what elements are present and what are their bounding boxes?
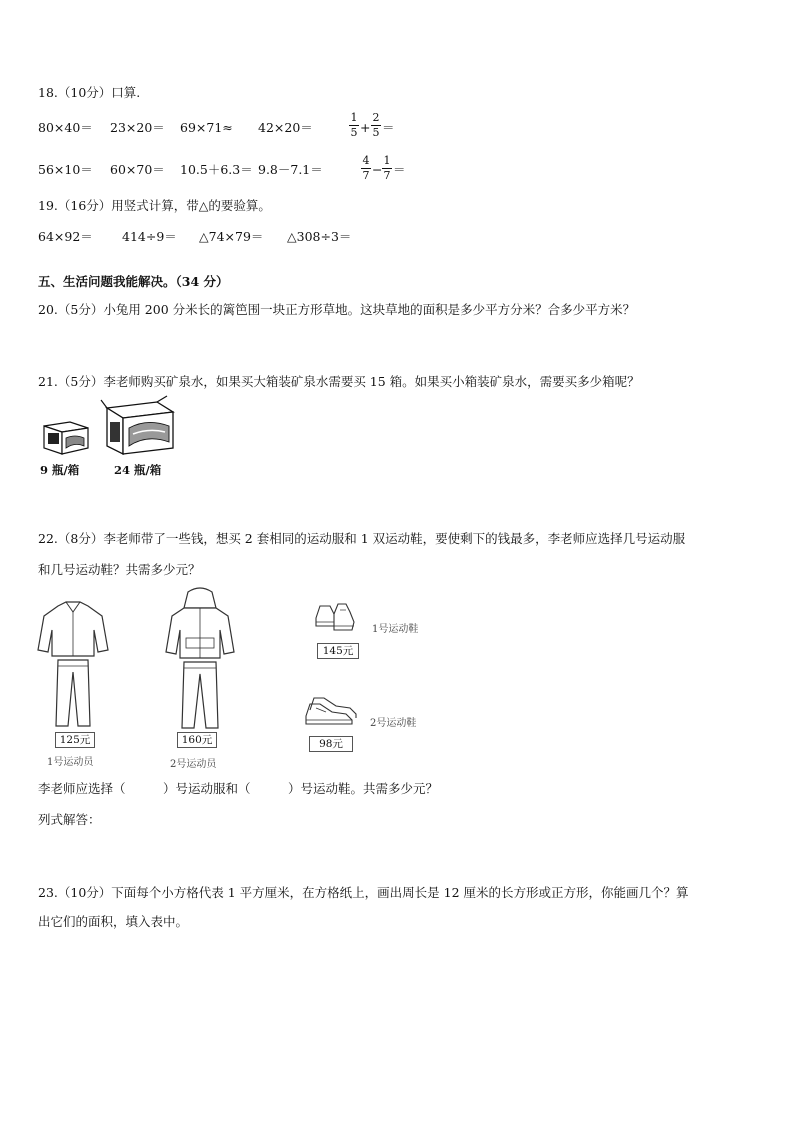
q22-answer-line: 李老师应选择（ ）号运动服和（ ）号运动鞋。共需多少元？ [38,781,439,796]
q18-item: 69×71≈ [180,120,233,135]
q22-solve-label: 列式解答： [38,812,101,827]
sport-suit-2-image [162,588,238,730]
q19-header: 19.（16分）用竖式计算，带△的要验算。 [38,198,271,213]
equals-sign: ＝ [393,162,406,177]
fraction-denominator: 5 [372,126,380,139]
q18-item: 9.8－7.1＝ [258,162,323,177]
sport-suit-1-image [36,600,110,730]
suit-2-price: 160元 [177,732,217,748]
fraction-numerator: 1 [350,111,358,124]
suit-1-price: 125元 [55,732,95,748]
small-water-box-image [40,418,92,458]
q18-header: 18.（10分）口算. [38,85,141,100]
suit-2-caption: 2号运动员 [170,759,217,770]
q19-item: △308÷3＝ [287,229,352,244]
suit-1-caption: 1号运动员 [47,757,94,768]
shoe-2-caption: 2号运动鞋 [370,718,417,729]
section-title: 五、生活问题我能解决。（34 分） [38,274,229,289]
fraction [349,112,359,139]
q19-item: 64×92＝ [38,229,93,244]
q18-item: 80×40＝ [38,120,93,135]
plus-operator: + [360,120,371,135]
q18-item: 60×70＝ [110,162,165,177]
fraction [371,112,381,139]
shoe-2-price: 98元 [309,736,353,752]
q19-item: 414÷9＝ [122,229,177,244]
fraction [361,155,371,182]
q21-text: 21.（5分）李老师购买矿泉水，如果买大箱装矿泉水需要买 15 箱。如果买小箱装矿泉水，需要买多少箱呢？ [38,374,640,389]
big-water-box-image [97,400,179,458]
q18-item: 10.5＋6.3＝ [180,162,253,177]
fraction-numerator: 2 [372,111,380,124]
shoe-1-caption: 1号运动鞋 [372,624,419,635]
shoe-1-image [312,600,356,636]
fraction-numerator: 1 [383,154,391,167]
big-box-label: 24 瓶/箱 [114,463,162,477]
equals-sign: ＝ [382,120,395,135]
q19-item: △74×79＝ [199,229,264,244]
q23-text-line1: 23.（10分）下面每个小方格代表 1 平方厘米，在方格纸上，画出周长是 12 厘米的长方形或正方形，你能画几个？算 [38,885,689,900]
q18-item: 42×20＝ [258,120,313,135]
q23-text-line2: 出它们的面积，填入表中。 [38,914,189,929]
shoe-2-image [302,696,358,728]
fraction-denominator: 7 [362,169,370,182]
minus-operator: − [372,162,383,177]
fraction-numerator: 4 [362,154,370,167]
q22-text-line2: 和几号运动鞋？共需多少元？ [38,562,201,577]
small-box-label: 9 瓶/箱 [40,463,80,477]
fraction-denominator: 7 [383,169,391,182]
fraction [382,155,392,182]
q22-text-line1: 22.（8分）李老师带了一些钱，想买 2 套相同的运动服和 1 双运动鞋，要使剩下的钱最多，李老师应选择几号运动服 [38,531,686,546]
q18-item: 56×10＝ [38,162,93,177]
fraction-denominator: 5 [350,126,358,139]
q20-text: 20.（5分）小兔用 200 分米长的篱笆围一块正方形草地。这块草地的面积是多少平方分米？合多少平方米？ [38,302,636,317]
shoe-1-price: 145元 [317,643,359,659]
q18-item: 23×20＝ [110,120,165,135]
